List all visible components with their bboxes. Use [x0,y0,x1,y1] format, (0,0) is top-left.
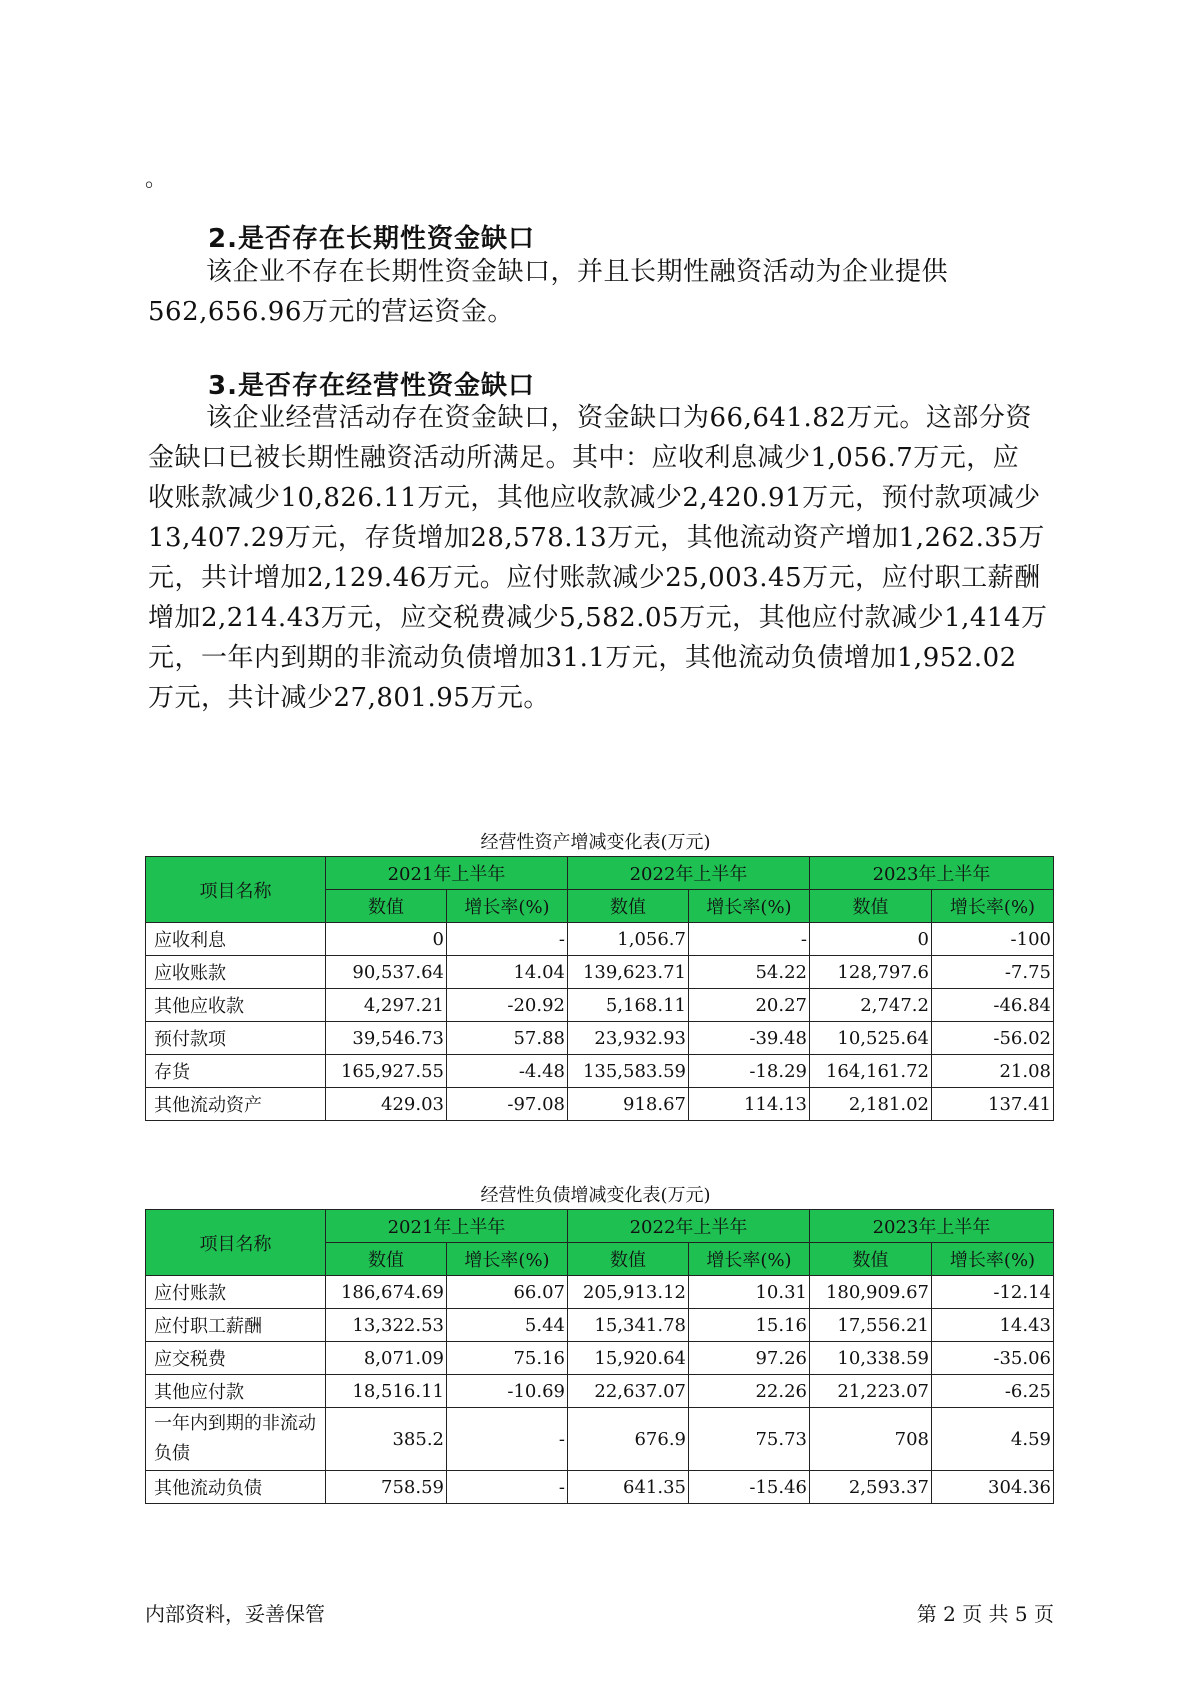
cell-growth: 21.08 [932,1055,1054,1088]
cell-growth: -39.48 [689,1022,810,1055]
cell-growth: 4.59 [932,1408,1054,1471]
cell-value: 708 [810,1408,932,1471]
cell-value: 758.59 [326,1471,447,1504]
cell-value: 18,516.11 [326,1375,447,1408]
cell-value: 165,927.55 [326,1055,447,1088]
cell-value: 918.67 [568,1088,689,1121]
cell-value: 2,747.2 [810,989,932,1022]
header-period: 2023年上半年 [810,857,1054,890]
paragraph-line: 金缺口已被长期性融资活动所满足。其中：应收利息减少1,056.7万元，应 [148,443,1020,473]
table-row [146,1375,1054,1408]
cell-growth: 22.26 [689,1375,810,1408]
header-growth: 增长率(%) [447,890,568,923]
cell-growth: 97.26 [689,1342,810,1375]
cell-value: 139,623.71 [568,956,689,989]
table-row [146,1276,1054,1309]
cell-value: 429.03 [326,1088,447,1121]
section-2-paragraph [148,252,1053,332]
footer-confidential-note: 内部资料，妥善保管 [145,1602,325,1626]
header-growth: 增长率(%) [689,890,810,923]
header-growth: 增长率(%) [932,1243,1054,1276]
cell-growth: -97.08 [447,1088,568,1121]
cell-value: 17,556.21 [810,1309,932,1342]
cell-growth: -20.92 [447,989,568,1022]
cell-growth: -46.84 [932,989,1054,1022]
header-value: 数值 [568,1243,689,1276]
cell-value: 13,322.53 [326,1309,447,1342]
table-row [146,956,1054,989]
cell-value: 0 [326,923,447,956]
cell-growth: 75.16 [447,1342,568,1375]
cell-value: 385.2 [326,1408,447,1471]
row-name: 应收利息 [146,923,326,956]
header-item-name: 项目名称 [146,857,326,923]
cell-growth: - [689,923,810,956]
cell-value: 186,674.69 [326,1276,447,1309]
cell-value: 0 [810,923,932,956]
cell-growth: - [447,1471,568,1504]
cell-value: 128,797.6 [810,956,932,989]
header-growth: 增长率(%) [689,1243,810,1276]
cell-value: 10,525.64 [810,1022,932,1055]
row-name: 一年内到期的非流动负债 [146,1408,326,1471]
table-row [146,1471,1054,1504]
header-period: 2022年上半年 [568,857,810,890]
cell-value: 641.35 [568,1471,689,1504]
cell-value: 135,583.59 [568,1055,689,1088]
cell-value: 8,071.09 [326,1342,447,1375]
cell-value: 4,297.21 [326,989,447,1022]
cell-value: 2,181.02 [810,1088,932,1121]
cell-growth: -35.06 [932,1342,1054,1375]
table-row [146,1309,1054,1342]
row-name: 其他流动负债 [146,1471,326,1504]
cell-growth: 14.43 [932,1309,1054,1342]
cell-growth: - [447,1408,568,1471]
cell-growth: 137.41 [932,1088,1054,1121]
cell-growth: 15.16 [689,1309,810,1342]
row-name: 其他应付款 [146,1375,326,1408]
table-row [146,1408,1054,1471]
cell-value: 21,223.07 [810,1375,932,1408]
section-3-heading: 3.是否存在经营性资金缺口 [208,371,535,401]
table-row [146,1055,1054,1088]
row-name: 其他应收款 [146,989,326,1022]
cell-growth: 10.31 [689,1276,810,1309]
paragraph-line: 562,656.96万元的营运资金。 [148,297,514,327]
row-name: 应付职工薪酬 [146,1309,326,1342]
cell-growth: 304.36 [932,1471,1054,1504]
cell-growth: -100 [932,923,1054,956]
liabilities-table [145,1209,1054,1504]
header-growth: 增长率(%) [932,890,1054,923]
header-value: 数值 [568,890,689,923]
cell-growth: 57.88 [447,1022,568,1055]
cell-growth: -15.46 [689,1471,810,1504]
cell-growth: -4.48 [447,1055,568,1088]
paragraph-line: 增加2,214.43万元，应交税费减少5,582.05万元，其他应付款减少1,414万 [148,603,1048,633]
assets-table-caption: 经营性资产增减变化表(万元) [480,832,711,853]
cell-value: 15,341.78 [568,1309,689,1342]
header-item-name: 项目名称 [146,1210,326,1276]
cell-growth: 14.04 [447,956,568,989]
cell-value: 23,932.93 [568,1022,689,1055]
paragraph-line: 万元，共计减少27,801.95万元。 [148,683,550,713]
cell-growth: - [447,923,568,956]
cell-value: 2,593.37 [810,1471,932,1504]
footer-page-number: 第 2 页 共 5 页 [916,1602,1054,1626]
cell-value: 10,338.59 [810,1342,932,1375]
paragraph-line: 收账款减少10,826.11万元，其他应收款减少2,420.91万元，预付款项减少 [148,483,1041,513]
header-period: 2022年上半年 [568,1210,810,1243]
cell-growth: 20.27 [689,989,810,1022]
cell-growth: -12.14 [932,1276,1054,1309]
row-name: 应收账款 [146,956,326,989]
cell-growth: 75.73 [689,1408,810,1471]
table-row [146,989,1054,1022]
table-row [146,1088,1054,1121]
row-name: 其他流动资产 [146,1088,326,1121]
paragraph-line: 该企业经营活动存在资金缺口，资金缺口为66,641.82万元。这部分资 [206,403,1032,433]
cell-value: 205,913.12 [568,1276,689,1309]
header-period: 2021年上半年 [326,857,568,890]
cell-growth: -56.02 [932,1022,1054,1055]
header-value: 数值 [326,890,447,923]
cell-value: 90,537.64 [326,956,447,989]
cell-value: 164,161.72 [810,1055,932,1088]
leading-punctuation: 。 [145,167,168,192]
paragraph-line: 元，一年内到期的非流动负债增加31.1万元，其他流动负债增加1,952.02 [148,643,1017,673]
cell-growth: -10.69 [447,1375,568,1408]
cell-value: 15,920.64 [568,1342,689,1375]
header-value: 数值 [810,890,932,923]
cell-growth: -6.25 [932,1375,1054,1408]
section-2-heading: 2.是否存在长期性资金缺口 [208,224,535,254]
cell-value: 5,168.11 [568,989,689,1022]
cell-value: 22,637.07 [568,1375,689,1408]
table-row [146,1342,1054,1375]
header-value: 数值 [810,1243,932,1276]
cell-value: 1,056.7 [568,923,689,956]
cell-value: 676.9 [568,1408,689,1471]
header-period: 2021年上半年 [326,1210,568,1243]
header-period: 2023年上半年 [810,1210,1054,1243]
header-value: 数值 [326,1243,447,1276]
row-name: 应交税费 [146,1342,326,1375]
section-3-paragraph [148,398,1053,718]
cell-growth: 54.22 [689,956,810,989]
cell-growth: 5.44 [447,1309,568,1342]
cell-growth: -7.75 [932,956,1054,989]
assets-table [145,856,1054,1121]
paragraph-line: 该企业不存在长期性资金缺口，并且长期性融资活动为企业提供 [206,257,949,287]
cell-growth: 66.07 [447,1276,568,1309]
paragraph-line: 13,407.29万元，存货增加28,578.13万元，其他流动资产增加1,262.35万 [148,523,1045,553]
cell-growth: 114.13 [689,1088,810,1121]
liabilities-table-caption: 经营性负债增减变化表(万元) [480,1185,711,1206]
row-name: 应付账款 [146,1276,326,1309]
row-name: 预付款项 [146,1022,326,1055]
paragraph-line: 元，共计增加2,129.46万元。应付账款减少25,003.45万元，应付职工薪酬 [148,563,1041,593]
table-row [146,1022,1054,1055]
row-name: 存货 [146,1055,326,1088]
header-growth: 增长率(%) [447,1243,568,1276]
cell-value: 39,546.73 [326,1022,447,1055]
cell-growth: -18.29 [689,1055,810,1088]
table-row [146,923,1054,956]
cell-value: 180,909.67 [810,1276,932,1309]
